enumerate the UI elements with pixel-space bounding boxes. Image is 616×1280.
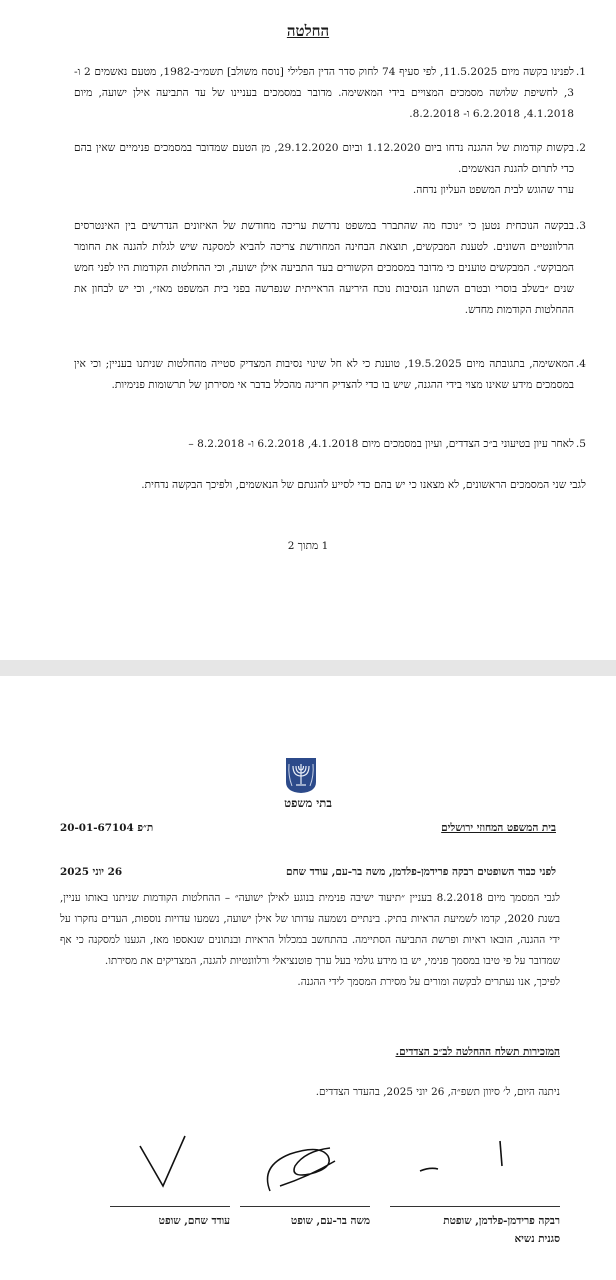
signature-block-3 (110, 1212, 230, 1230)
paragraph-number: 3. (575, 220, 586, 232)
court-name: בית המשפט המחוזי ירושלים (441, 822, 556, 834)
paragraph-1: לפנינו בקשה מיום 11.5.2025, לפי סעיף 74 לחוק סדר הדין הפלילי [נוסח משולב] תשמ״ב-1982, מטעם נאשמים 2 ו- 3, לחשיפת שלושה מסמכים המצויים בידי המאשימה. מדובר במסמכים בעניינו של עד התביעה אילן ישועה, מיום 4.1.2018, 6.2.2018 ו- 8.2.2018. (74, 66, 574, 120)
paragraph-2-appeal: ערר שהוגש לבית המשפט העליון נדחה. (412, 184, 574, 196)
signer-name: משה בר-עם, שופט (290, 1215, 370, 1227)
document-page-2 (0, 676, 616, 1280)
paragraph-5: לאחר עיון בטיעוני ב״כ הצדדים, ועיון במסמכים מיום 4.1.2018, 6.2.2018 ו- 8.2.2018 – (188, 438, 574, 450)
signature-friedman-icon (400, 1131, 530, 1201)
state-emblem-icon (284, 756, 318, 794)
paragraph-4: המאשימה, בתגובתה מיום 19.5.2025, טוענת כי לא חל שינוי נסיבות המצדיק סטייה מהחלטות שניתנו בעניין; וכי אין במסמכים מידע שאינו מצוי בידי ההגנה, שיש בו כדי להצדיק חריגה מהכלל בדבר אי מסירתן של תרשומות פנימיות. (74, 358, 574, 391)
signer-name: רבקה פרידמן-פלדמן, שופטת (443, 1215, 560, 1227)
signer-name: עודד שחם, שופט (158, 1215, 230, 1227)
court-system-title: בתי משפט (284, 796, 332, 810)
signature-line (110, 1206, 230, 1207)
paragraph-number: 4. (575, 358, 586, 370)
signature-shaham-icon (135, 1131, 195, 1201)
signature-block-2 (240, 1212, 370, 1230)
body-paragraph: לפיכך, אנו נעתרים לבקשה ומורים על מסירת המסמך לידי ההגנה. (297, 976, 560, 988)
signature-line (390, 1206, 560, 1207)
decision-date: 26 יוני 2025 (60, 866, 123, 878)
judges-panel: לפני כבוד השופטים רבקה פרידמן-פלדמן, משה בר-עם, עודד שחם (285, 866, 556, 878)
page-separator (0, 660, 616, 676)
signature-block-1 (390, 1212, 560, 1248)
case-number: ת״פ 20-01-67104 (60, 822, 154, 834)
paragraph-number: 5. (575, 438, 586, 450)
paragraph-2: בקשות קודמות של ההגנה נדחו ביום 1.12.2020 וביום 29.12.2020, מן הטעם שמדובר במסמכים פנימיים שאין בהם כדי לתרום להגנת הנאשמים. (74, 142, 574, 175)
paragraph-number: 1. (575, 66, 586, 78)
decision-body (60, 888, 560, 993)
secretariat-instruction: המזכירות תשלח ההחלטה לב״כ הצדדים. (395, 1046, 560, 1058)
conclusion-text: לגבי שני המסמכים הראשונים, לא מצאנו כי יש בהם כדי לסייע להגנתם של הנאשמים, ולפיכך הבקשה נדחית. (141, 479, 586, 491)
signature-line (240, 1206, 370, 1207)
signature-bar-am-icon (250, 1126, 360, 1206)
page-number: 1 מתוך 2 (287, 540, 329, 552)
signer-title: סגנית נשיא (514, 1233, 560, 1245)
body-paragraph: לגבי המסמך מיום 8.2.2018 בעניין ״תיעוד ישיבה פנימית בנוגע לאילן ישועה״ – ההחלטות הקודמות שניתנו באותו עניין, בשנת 2020, קדמו לשמיעת הראיות בתיק. בינתיים נשמעה עדותו של אילן ישועה, נשמעו עדויות נוספות, העדים נחקרו על ידי ההגנה, הובאו ראיות ופרשת התביעה הסתיימה. בהתחשב במכלול הראיות ובנתונים שנאספו מאז, הגענו למסקנה כי אף שמדובר על פי טיבו במסמך פנימי, יש בו מידע גולמי בעל ערך פוטנציאלי ורלוונטיות להגנה, המצדיקים את מסירתו. (60, 892, 560, 967)
decision-title: החלטה (286, 22, 330, 40)
paragraph-3: בבקשה הנוכחית נטען כי ״נוכח מה שהתברר במשפט נדרשת עריכה מחודשת של האיזונים הנדרשים בין האינטרסים הרלוונטיים השונים. לטענת המבקשים, תוצאת הבחינה המחודשת צריכה להביא למסקנה שיש לגלות להגנה את החומר המבוקש״. המבקשים טוענים כי מדובר במסמכים הקשורים בעד התביעה אילן ישועה, וכי ההחלטות הקודמות היו לפני חמש שנים ״בשלב בוסרי ובטרם השתנו הנסיבות נוכח היריעה הראייתית שנפרשה בפני בית המשפט מאז״, וכי יש לבחון את ההחלטות הקודמות מחדש. (74, 220, 574, 316)
paragraph-number: 2. (575, 142, 586, 154)
given-line: ניתנה היום, ל׳ סיוון תשפ״ה, 26 יוני 2025, בהעדר הצדדים. (315, 1086, 560, 1098)
